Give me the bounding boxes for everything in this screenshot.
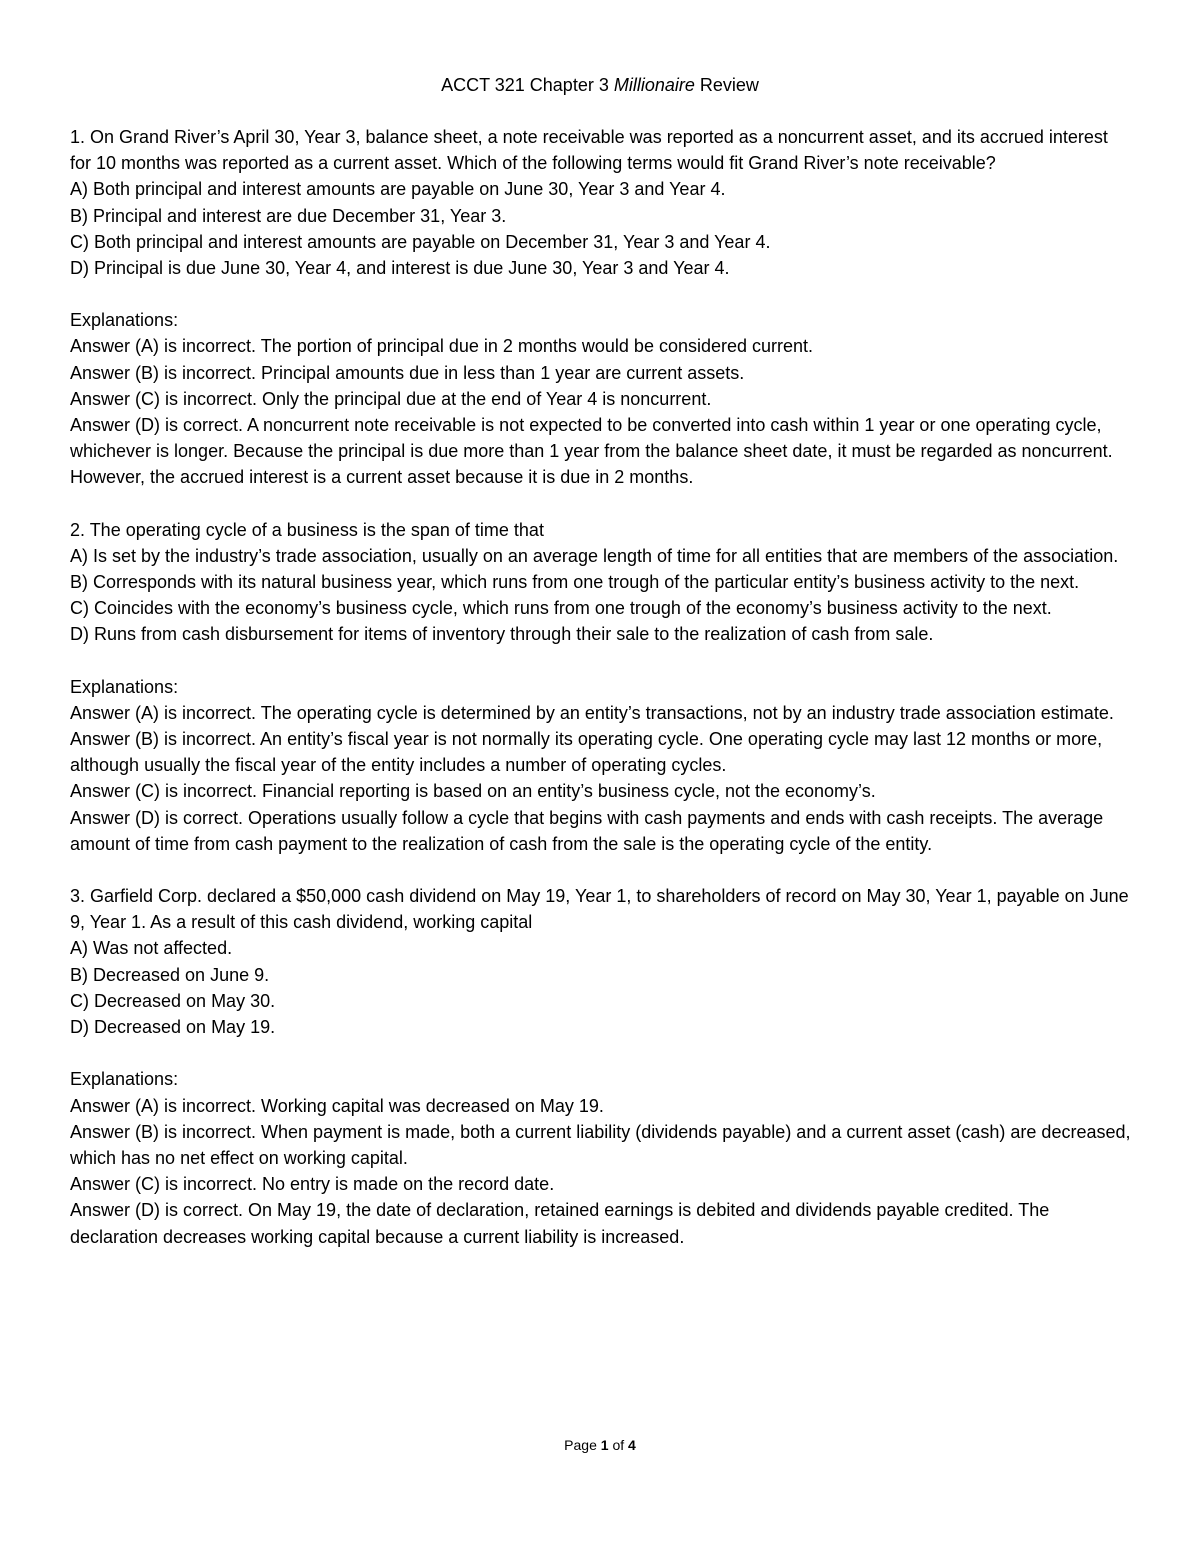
title-suffix: Review (694, 75, 759, 95)
page-footer (0, 1435, 1200, 1455)
explanation-item: Answer (A) is incorrect. Working capital was decreased on May 19. (70, 1095, 604, 1116)
explanations-heading: Explanations: (70, 676, 179, 697)
explanation-item: Answer (C) is incorrect. No entry is made on the record date. (70, 1174, 555, 1195)
explanation-item: Answer (B) is incorrect. Principal amounts due in less than 1 year are current assets. (70, 362, 745, 383)
answer-option: B) Principal and interest are due December 31, Year 3. (70, 205, 507, 226)
question-block (70, 124, 1132, 491)
answer-option: D) Principal is due June 30, Year 4, and interest is due June 30, Year 3 and Year 4. (70, 258, 730, 279)
answer-option: B) Decreased on June 9. (70, 964, 270, 985)
explanation-item: Answer (C) is incorrect. Financial reporting is based on an entity’s business cycle, not the economy’s. (70, 781, 876, 802)
explanation-item: Answer (C) is incorrect. Only the principal due at the end of Year 4 is noncurrent. (70, 388, 712, 409)
question-block (70, 517, 1132, 857)
question-block (70, 883, 1132, 1250)
answer-option: A) Was not affected. (70, 938, 233, 959)
answer-option: C) Both principal and interest amounts are payable on December 31, Year 3 and Year 4. (70, 231, 771, 252)
footer-page-word: Page (564, 1437, 601, 1453)
answer-option: C) Coincides with the economy’s business cycle, which runs from one trough of the economy’s business activity to the next. (70, 598, 1052, 619)
answer-option: C) Decreased on May 30. (70, 990, 276, 1011)
footer-page-number: 1 (600, 1437, 609, 1453)
footer-of-word: of (608, 1437, 629, 1453)
page-title (0, 72, 1200, 98)
title-prefix: ACCT 321 Chapter 3 (441, 75, 614, 95)
footer-page-total: 4 (628, 1437, 636, 1453)
title-italic: Millionaire (613, 75, 695, 95)
answer-option: D) Runs from cash disbursement for items of inventory through their sale to the realization of cash from sale. (70, 624, 934, 645)
explanation-item: Answer (A) is incorrect. The portion of principal due in 2 months would be considered current. (70, 336, 814, 357)
explanation-item: Answer (D) is correct. Operations usually follow a cycle that begins with cash payments and ends with cash receipts. The average amount of time from cash payment to the realization of cash from the sale is the operating cycle of the entity. (70, 807, 1104, 854)
answer-option: A) Both principal and interest amounts are payable on June 30, Year 3 and Year 4. (70, 179, 726, 200)
answer-option: B) Corresponds with its natural business year, which runs from one trough of the particular entity’s business activity to the next. (70, 572, 1080, 593)
document-body (70, 124, 1132, 1250)
explanation-item: Answer (B) is incorrect. An entity’s fiscal year is not normally its operating cycle. One operating cycle may last 12 months or more, although usually the fiscal year of the entity includes a number of operating cycles. (70, 729, 1103, 776)
answer-option: A) Is set by the industry’s trade association, usually on an average length of time for all entities that are members of the association. (70, 545, 1119, 566)
explanations-heading: Explanations: (70, 310, 179, 331)
explanation-item: Answer (A) is incorrect. The operating cycle is determined by an entity’s transactions, not by an industry trade association estimate. (70, 702, 1114, 723)
answer-option: D) Decreased on May 19. (70, 1017, 276, 1038)
explanation-item: Answer (D) is correct. A noncurrent note receivable is not expected to be converted into cash within 1 year or one operating cycle, whichever is longer. Because the principal is due more than 1 year from the balance sheet date, it must be regarded as noncurrent. However, the accrued interest is a current asset because it is due in 2 months. (70, 415, 1113, 488)
question-stem: 3. Garfield Corp. declared a $50,000 cash dividend on May 19, Year 1, to shareholders of record on May 30, Year 1, payable on June 9, Year 1. As a result of this cash dividend, working capital (70, 886, 1129, 933)
explanation-item: Answer (B) is incorrect. When payment is made, both a current liability (dividends payable) and a current asset (cash) are decreased, which has no net effect on working capital. (70, 1121, 1131, 1168)
explanation-item: Answer (D) is correct. On May 19, the date of declaration, retained earnings is debited and dividends payable credited. The declaration decreases working capital because a current liability is increased. (70, 1200, 1050, 1247)
question-stem: 2. The operating cycle of a business is the span of time that (70, 519, 544, 540)
question-stem: 1. On Grand River’s April 30, Year 3, balance sheet, a note receivable was reported as a noncurrent asset, and its accrued interest for 10 months was reported as a current asset. Which of the following terms would fit Grand River’s note receivable? (70, 127, 1108, 174)
explanations-heading: Explanations: (70, 1069, 179, 1090)
